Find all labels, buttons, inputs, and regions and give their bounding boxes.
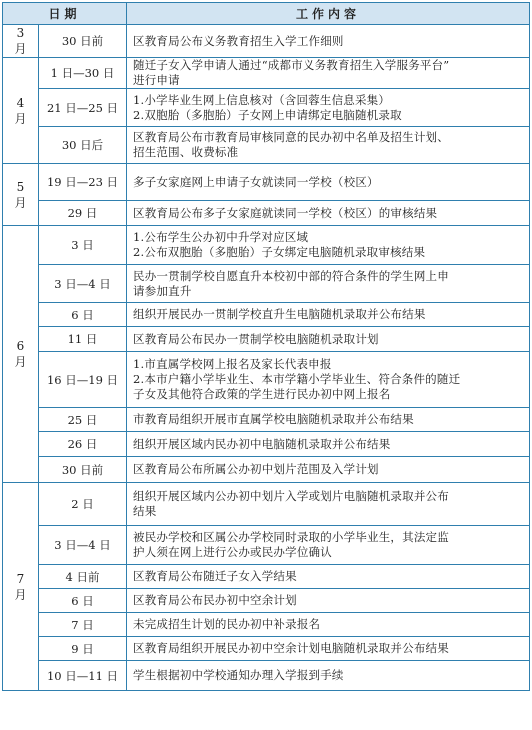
month-label-part: 6 (16, 339, 25, 353)
content-line: 被民办学校和区属公办学校同时录取的小学毕业生，其法定监 (133, 530, 449, 544)
table-body (3, 25, 530, 691)
date-cell: 10 日—11 日 (39, 661, 127, 691)
content-cell (127, 58, 530, 89)
date-cell: 30 日前 (39, 457, 127, 483)
content-cell (127, 613, 530, 637)
content-cell (127, 352, 530, 408)
content-line: 区教育局公布民办初中空余计划 (133, 593, 297, 607)
date-cell: 7 日 (39, 613, 127, 637)
month-label-part: 月 (14, 195, 27, 210)
content-cell (127, 25, 530, 58)
content-line: 民办一贯制学校自愿直升本校初中部的符合条件的学生网上申 (133, 268, 449, 283)
content-cell (127, 483, 530, 526)
content-line: 随迁子女入学申请人通过“成都市义务教育招生入学服务平台” (133, 58, 450, 72)
table-row (3, 408, 530, 432)
month-cell (3, 226, 39, 483)
header-row (3, 3, 530, 25)
date-cell: 11 日 (39, 327, 127, 352)
date-cell: 19 日—23 日 (39, 164, 127, 201)
month-cell (3, 483, 39, 691)
content-line: 区教育局公布市教育局审核同意的民办初中名单及招生计划、 (133, 130, 449, 144)
table-row (3, 327, 530, 352)
content-line: 多子女家庭网上申请子女就读同一学校（校区） (133, 174, 379, 189)
table-row (3, 526, 530, 565)
month-label-part: 月 (14, 111, 27, 126)
table-row (3, 483, 530, 526)
content-line: 区教育局组织开展民办初中空余计划电脑随机录取并公布结果 (133, 641, 449, 655)
table-row (3, 226, 530, 265)
month-cell (3, 25, 39, 58)
table-row (3, 303, 530, 327)
date-cell: 29 日 (39, 201, 127, 226)
content-line: 1.市直属学校网上报名及家长代表申报 (133, 357, 332, 371)
month-label-part: 月 (14, 587, 27, 602)
month-label-part: 7 (16, 571, 25, 586)
date-cell: 30 日前 (39, 25, 127, 58)
content-line: 1.小学毕业生网上信息核对（含回蓉生信息采集） (133, 92, 391, 107)
content-cell (127, 408, 530, 432)
content-cell (127, 526, 530, 565)
content-line: 组织开展民办一贯制学校直升生电脑随机录取并公布结果 (133, 307, 426, 321)
content-cell (127, 265, 530, 303)
month-cell (3, 164, 39, 226)
content-line: 2.本市户籍小学毕业生、本市学籍小学毕业生、符合条件的随迁 (133, 372, 461, 386)
content-line: 组织开展区域内民办初中电脑随机录取并公布结果 (133, 436, 391, 451)
table-row (3, 265, 530, 303)
content-cell (127, 164, 530, 201)
content-line: 请参加直升 (133, 283, 192, 298)
content-line: 2.公布双胞胎（多胞胎）子女绑定电脑随机录取审核结果 (133, 245, 426, 259)
content-line: 护人须在网上进行公办或民办学位确认 (133, 545, 332, 559)
content-line: 1.公布学生公办初中升学对应区域 (133, 230, 309, 244)
table-row (3, 432, 530, 457)
date-cell: 25 日 (39, 408, 127, 432)
table-row (3, 58, 530, 89)
content-line: 结果 (133, 504, 157, 518)
date-column-header: 日期 (3, 3, 127, 25)
month-label-part: 5 (16, 179, 25, 194)
table-header (3, 3, 530, 25)
date-cell: 3 日—4 日 (39, 265, 127, 303)
date-cell: 21 日—25 日 (39, 89, 127, 127)
month-label-part: 月 (14, 355, 27, 369)
content-line: 组织开展区域内公办初中划片入学或划片电脑随机录取并公布 (133, 489, 449, 503)
table-row (3, 201, 530, 226)
date-cell: 26 日 (39, 432, 127, 457)
month-label-part: 月 (14, 42, 27, 56)
content-cell (127, 327, 530, 352)
table-row (3, 457, 530, 483)
date-cell: 4 日前 (39, 565, 127, 589)
content-line: 未完成招生计划的民办初中补录报名 (133, 617, 321, 631)
content-cell (127, 127, 530, 164)
table-row (3, 589, 530, 613)
content-line: 进行申请 (133, 73, 180, 87)
date-cell: 3 日—4 日 (39, 526, 127, 565)
content-line: 区教育局公布义务教育招生入学工作细则 (133, 33, 344, 48)
content-line: 2.双胞胎（多胞胎）子女网上申请绑定电脑随机录取 (133, 107, 402, 122)
month-label-part: 3 (16, 26, 25, 40)
table-row (3, 613, 530, 637)
content-line: 区教育局公布所属公办初中划片范围及入学计划 (133, 462, 379, 476)
content-cell (127, 226, 530, 265)
date-cell: 16 日—19 日 (39, 352, 127, 408)
month-label-part: 4 (16, 95, 25, 110)
content-column-header: 工作内容 (127, 3, 530, 25)
date-cell: 6 日 (39, 589, 127, 613)
content-cell (127, 565, 530, 589)
content-line: 子女及其他符合政策的学生进行民办初中网上报名 (133, 387, 391, 401)
content-line: 招生范围、收费标准 (133, 145, 239, 159)
date-cell: 9 日 (39, 637, 127, 661)
table-row (3, 565, 530, 589)
table-row (3, 127, 530, 164)
content-line: 学生根据初中学校通知办理入学报到手续 (133, 668, 344, 682)
date-cell: 3 日 (39, 226, 127, 265)
table-row (3, 661, 530, 691)
table-row (3, 352, 530, 408)
content-cell (127, 589, 530, 613)
date-cell: 30 日后 (39, 127, 127, 164)
date-cell: 1 日—30 日 (39, 58, 127, 89)
table-row (3, 89, 530, 127)
content-cell (127, 661, 530, 691)
content-line: 区教育局公布随迁子女入学结果 (133, 569, 297, 583)
content-cell (127, 201, 530, 226)
content-line: 区教育局公布多子女家庭就读同一学校（校区）的审核结果 (133, 205, 438, 220)
content-cell (127, 89, 530, 127)
table-row (3, 25, 530, 58)
content-cell (127, 303, 530, 327)
enrollment-schedule-table (2, 2, 530, 691)
content-line: 市教育局组织开展市直属学校电脑随机录取并公布结果 (133, 412, 414, 426)
table-row (3, 637, 530, 661)
month-cell (3, 58, 39, 164)
date-cell: 2 日 (39, 483, 127, 526)
date-cell: 6 日 (39, 303, 127, 327)
content-cell (127, 637, 530, 661)
content-cell (127, 457, 530, 483)
content-cell (127, 432, 530, 457)
table-row (3, 164, 530, 201)
content-line: 区教育局公布民办一贯制学校电脑随机录取计划 (133, 331, 379, 346)
